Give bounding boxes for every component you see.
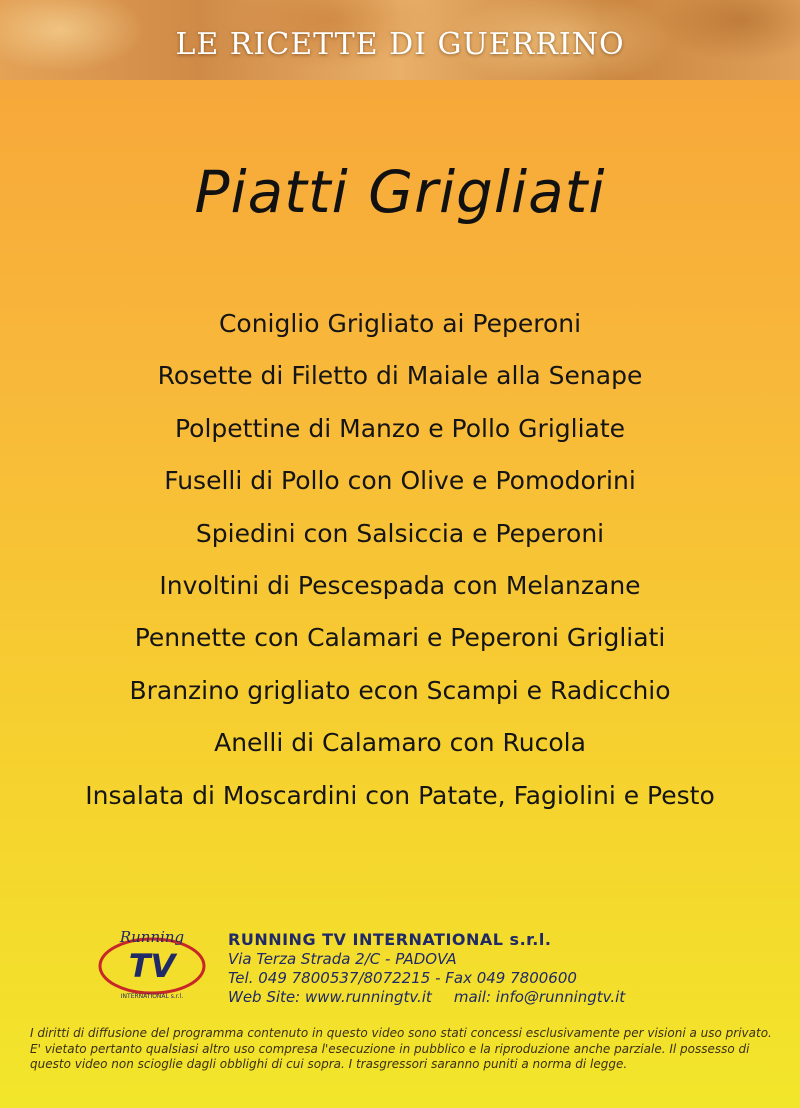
recipe-item: Involtini di Pescespada con Melanzane — [159, 570, 641, 600]
logo-top-text: Running — [119, 928, 185, 946]
series-title: LE RICETTE DI GUERRINO — [175, 27, 625, 62]
logo-bottom-text: INTERNATIONAL s.r.l. — [120, 993, 184, 1000]
recipe-item: Rosette di Filetto di Maiale alla Senape — [157, 361, 643, 391]
recipe-item: Anelli di Calamaro con Rucola — [214, 728, 586, 758]
page-title: Piatti Grigliati — [194, 158, 606, 226]
running-tv-logo-icon — [92, 926, 212, 1002]
recipe-item: Spiedini con Salsiccia e Peperoni — [195, 518, 605, 548]
recipe-list — [0, 298, 800, 822]
logo-main-text: TV — [128, 947, 176, 985]
recipe-item: Polpettine di Manzo e Pollo Grigliate — [174, 413, 626, 443]
recipe-item: Branzino grigliato econ Scampi e Radicchio — [129, 675, 671, 705]
recipe-item: Coniglio Grigliato ai Peperoni — [218, 309, 582, 338]
company-info — [228, 930, 625, 1007]
recipe-item: Insalata di Moscardini con Patate, Fagiolini e Pesto — [85, 780, 715, 810]
company-email: mail: info@runningtv.it — [453, 988, 626, 1006]
header-banner — [0, 0, 800, 80]
company-contacts — [228, 988, 625, 1007]
recipe-item: Pennette con Calamari e Peperoni Grigliati — [134, 623, 666, 653]
company-address: Via Terza Strada 2/C - PADOVA — [228, 950, 457, 968]
company-website: Web Site: www.runningtv.it — [228, 988, 432, 1006]
legal-disclaimer: I diritti di diffusione del programma contenuto in questo video sono stati concessi esclusivamente per visioni a uso privato. E' vietato pertanto qualsiasi altro uso compresa l'esecuzione in pubblico e la riproduzione anche parziale. Il possesso di questo video non scioglie dagli obblighi di cui sopra. I trasgressori saranno puniti a norma di legge. — [30, 1026, 772, 1071]
company-phone: Tel. 049 7800537/8072215 - Fax 049 7800600 — [228, 969, 577, 987]
recipe-item: Fuselli di Pollo con Olive e Pomodorini — [164, 466, 636, 496]
company-name: RUNNING TV INTERNATIONAL s.r.l. — [228, 930, 552, 949]
